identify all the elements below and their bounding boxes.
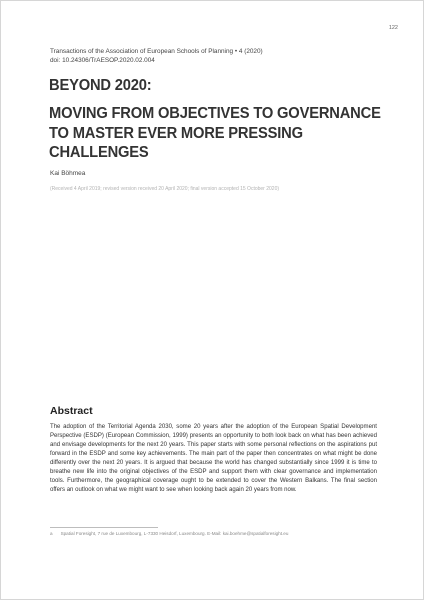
paper-title (49, 104, 379, 163)
journal-citation: Transactions of the Association of European Schools of Planning • 4 (2020) (50, 48, 263, 55)
title-line: MOVING FROM OBJECTIVES TO GOVERNANCE (49, 105, 381, 122)
author-name: Kai Böhmea (50, 170, 86, 177)
abstract-body: The adoption of the Territorial Agenda 2030, some 20 years after the adoption of the European Spatial Development Perspective (ESDP) (European Commission, 1999) presents an opportunity to both look back on what has been achieved and envisage developments for the next 20 years. This paper starts with some personal reflections on the aspirations put forward in the ESDP and some key achievements. The main part of the paper then concentrates on what might be done differently over the next 20 years. It is argued that because the world has changed substantially since 1999 it is time to breathe new life into the original objectives of the ESDP and support them with clear governance and implementation tools. Furthermore, the geographical coverage ought to be extended to cover the Western Balkans. The final section offers an outlook on what we might want to see when looking back again 20 years from now. (50, 424, 377, 494)
doi: doi: 10.24306/TrAESOP.2020.02.004 (50, 57, 155, 64)
footnote-mark: a (50, 531, 53, 536)
journal-header (50, 47, 263, 65)
footnote-text: Spatial Foresight, 7 rue de Luxembourg, L-7330 Heisdorf, Luxembourg. E-Mail: kai.boehme@spatialforesight.eu (60, 531, 289, 536)
title-kicker: BEYOND 2020: (49, 77, 152, 94)
footnote (50, 531, 288, 536)
page-number: 122 (388, 25, 398, 31)
received-dates: (Received 4 April 2019; revised version received 20 April 2020; final version accepted 15 October 2020) (50, 186, 280, 192)
abstract-heading: Abstract (50, 405, 93, 417)
title-line: TO MASTER EVER MORE PRESSING (49, 124, 303, 142)
title-line: CHALLENGES (49, 144, 149, 161)
footnote-divider (50, 527, 158, 528)
